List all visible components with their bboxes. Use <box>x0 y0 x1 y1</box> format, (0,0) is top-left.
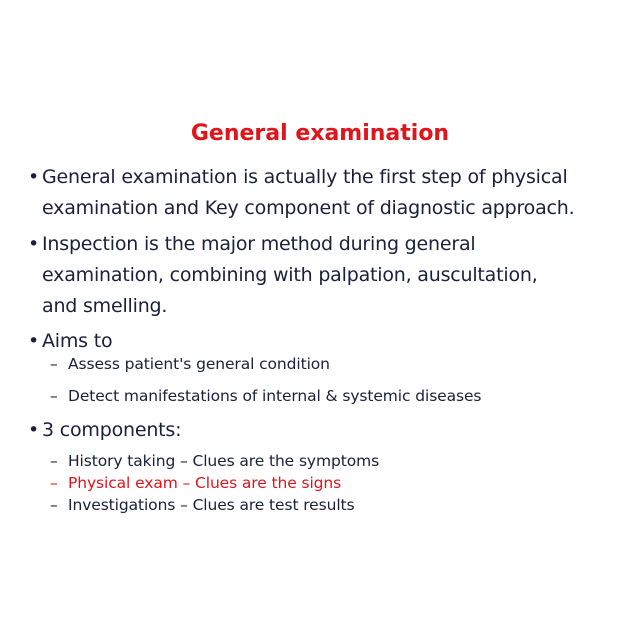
bullet-text: Inspection is the major method during general examination, combining with palpation, auscultation, and smelling. <box>42 233 538 317</box>
bullet-marker: • <box>28 233 40 255</box>
bullet-item <box>28 162 628 224</box>
component-item <box>50 450 620 472</box>
bullet-text: 3 components: <box>42 419 182 441</box>
bullet-marker: • <box>28 419 40 441</box>
sub-item <box>50 353 620 375</box>
bullet-marker: • <box>28 166 40 188</box>
sub-text: Investigations – Clues are test results <box>68 496 355 514</box>
sub-item <box>50 385 620 407</box>
sub-dash: – <box>50 452 58 470</box>
sub-text: Physical exam – Clues are the signs <box>68 474 342 492</box>
bullet-marker: • <box>28 330 40 352</box>
bullet-text: Aims to <box>42 330 113 352</box>
sub-dash: – <box>50 387 58 405</box>
bullet-item <box>28 229 628 322</box>
sub-text: History taking – Clues are the symptoms <box>68 452 380 470</box>
sub-text: Detect manifestations of internal & systemic diseases <box>68 387 482 405</box>
bullet-item <box>28 415 628 446</box>
sub-text: Assess patient's general condition <box>68 355 330 373</box>
sub-dash: – <box>50 355 58 373</box>
slide-title: General examination <box>190 121 450 146</box>
sub-dash: – <box>50 496 58 514</box>
bullet-text: General examination is actually the first step of physical examination and Key component of diagnostic approach. <box>42 166 575 219</box>
component-item <box>50 494 620 516</box>
sub-dash: – <box>50 474 58 492</box>
component-item-highlighted <box>50 472 620 494</box>
